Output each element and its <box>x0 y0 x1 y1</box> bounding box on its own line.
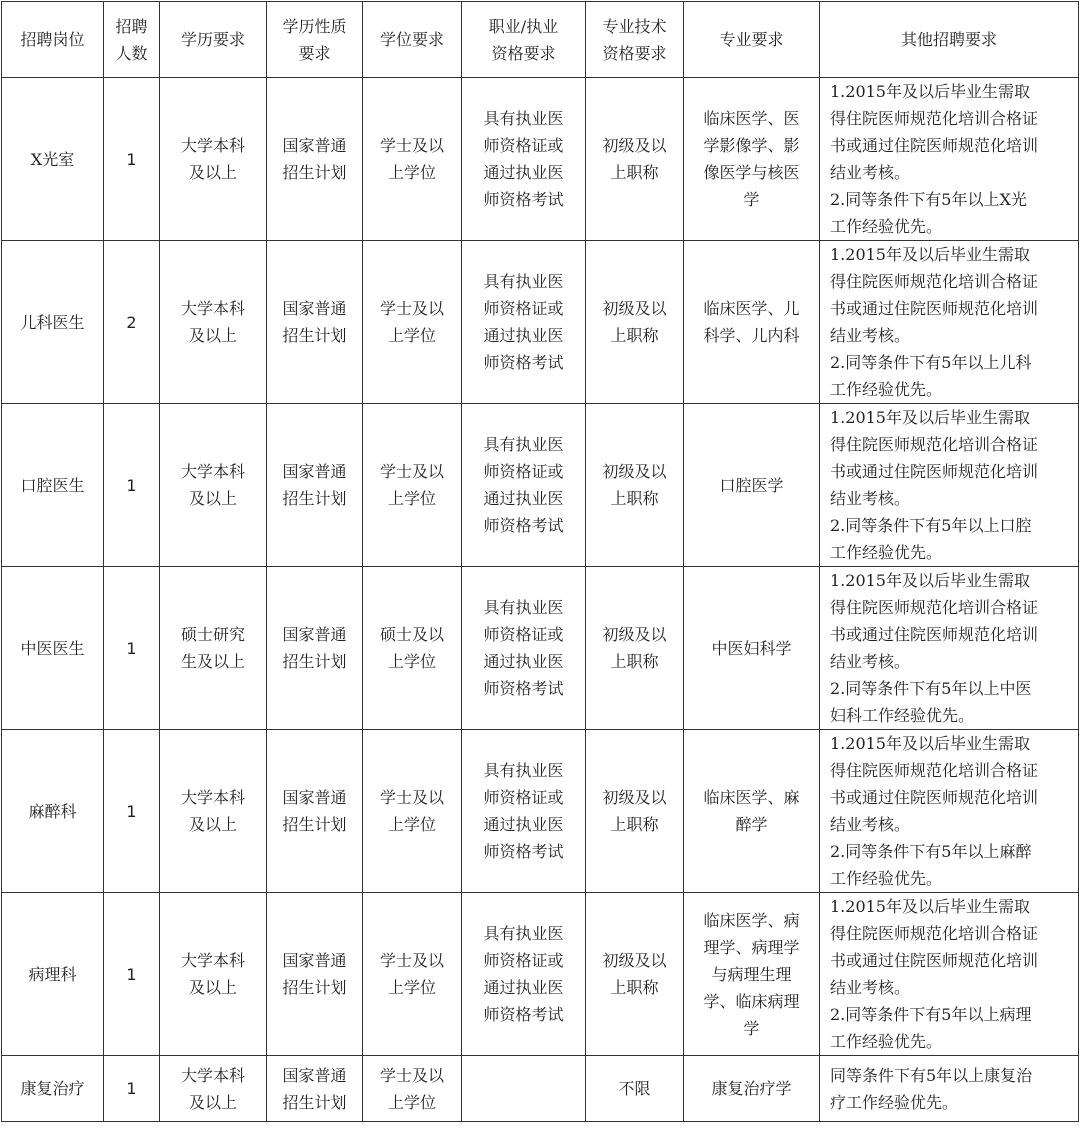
cell-other: 1.2015年及以后毕业生需取 得住院医师规范化培训合格证 书或通过住院医师规范化培训 结业考核。 2.同等条件下有5年以上X光 工作经验优先。 <box>820 78 1079 241</box>
cell-other: 1.2015年及以后毕业生需取 得住院医师规范化培训合格证 书或通过住院医师规范化培训 结业考核。 2.同等条件下有5年以上儿科 工作经验优先。 <box>820 241 1079 404</box>
cell-title: 不限 <box>586 1056 684 1122</box>
cell-qualification: 具有执业医 师资格证或 通过执业医 师资格考试 <box>462 78 586 241</box>
cell-degree: 硕士及以 上学位 <box>363 567 462 730</box>
cell-edu-type: 国家普通 招生计划 <box>267 241 363 404</box>
cell-major: 康复治疗学 <box>684 1056 820 1122</box>
table-row <box>2 567 1079 730</box>
cell-count: 1 <box>104 567 160 730</box>
header-position: 招聘岗位 <box>2 2 104 78</box>
cell-degree: 学士及以 上学位 <box>363 404 462 567</box>
cell-degree: 学士及以 上学位 <box>363 78 462 241</box>
cell-position: 麻醉科 <box>2 730 104 893</box>
header-major: 专业要求 <box>684 2 820 78</box>
header-row <box>2 2 1079 78</box>
cell-major: 临床医学、医 学影像学、影 像医学与核医 学 <box>684 78 820 241</box>
cell-count: 2 <box>104 241 160 404</box>
cell-education: 大学本科 及以上 <box>160 730 267 893</box>
cell-count: 1 <box>104 78 160 241</box>
cell-major: 临床医学、病 理学、病理学 与病理生理 学、临床病理 学 <box>684 893 820 1056</box>
cell-qualification: 具有执业医 师资格证或 通过执业医 师资格考试 <box>462 241 586 404</box>
cell-education: 大学本科 及以上 <box>160 1056 267 1122</box>
cell-other: 1.2015年及以后毕业生需取 得住院医师规范化培训合格证 书或通过住院医师规范化培训 结业考核。 2.同等条件下有5年以上麻醉 工作经验优先。 <box>820 730 1079 893</box>
cell-count: 1 <box>104 1056 160 1122</box>
cell-title: 初级及以 上职称 <box>586 567 684 730</box>
cell-qualification: 具有执业医 师资格证或 通过执业医 师资格考试 <box>462 567 586 730</box>
header-other: 其他招聘要求 <box>820 2 1079 78</box>
cell-education: 大学本科 及以上 <box>160 78 267 241</box>
cell-position: 口腔医生 <box>2 404 104 567</box>
cell-title: 初级及以 上职称 <box>586 78 684 241</box>
cell-edu-type: 国家普通 招生计划 <box>267 893 363 1056</box>
cell-qualification: 具有执业医 师资格证或 通过执业医 师资格考试 <box>462 893 586 1056</box>
cell-degree: 学士及以 上学位 <box>363 730 462 893</box>
cell-degree: 学士及以 上学位 <box>363 1056 462 1122</box>
cell-other: 1.2015年及以后毕业生需取 得住院医师规范化培训合格证 书或通过住院医师规范化培训 结业考核。 2.同等条件下有5年以上病理 工作经验优先。 <box>820 893 1079 1056</box>
cell-count: 1 <box>104 404 160 567</box>
cell-major: 中医妇科学 <box>684 567 820 730</box>
table-row <box>2 404 1079 567</box>
table-row <box>2 893 1079 1056</box>
cell-major: 临床医学、麻 醉学 <box>684 730 820 893</box>
table-body <box>2 78 1079 1122</box>
cell-edu-type: 国家普通 招生计划 <box>267 1056 363 1122</box>
cell-title: 初级及以 上职称 <box>586 893 684 1056</box>
cell-other: 1.2015年及以后毕业生需取 得住院医师规范化培训合格证 书或通过住院医师规范化培训 结业考核。 2.同等条件下有5年以上中医 妇科工作经验优先。 <box>820 567 1079 730</box>
table-row <box>2 730 1079 893</box>
cell-other: 同等条件下有5年以上康复治 疗工作经验优先。 <box>820 1056 1079 1122</box>
cell-edu-type: 国家普通 招生计划 <box>267 78 363 241</box>
cell-major: 临床医学、儿 科学、儿内科 <box>684 241 820 404</box>
header-edu-type: 学历性质 要求 <box>267 2 363 78</box>
cell-position: 病理科 <box>2 893 104 1056</box>
cell-qualification: 具有执业医 师资格证或 通过执业医 师资格考试 <box>462 730 586 893</box>
cell-position: 康复治疗 <box>2 1056 104 1122</box>
cell-position: 儿科医生 <box>2 241 104 404</box>
recruitment-table <box>1 1 1079 1122</box>
cell-title: 初级及以 上职称 <box>586 730 684 893</box>
cell-education: 大学本科 及以上 <box>160 241 267 404</box>
header-degree: 学位要求 <box>363 2 462 78</box>
cell-edu-type: 国家普通 招生计划 <box>267 567 363 730</box>
table-header <box>2 2 1079 78</box>
cell-position: X光室 <box>2 78 104 241</box>
cell-qualification <box>462 1056 586 1122</box>
cell-count: 1 <box>104 730 160 893</box>
cell-education: 硕士研究 生及以上 <box>160 567 267 730</box>
cell-position: 中医医生 <box>2 567 104 730</box>
cell-education: 大学本科 及以上 <box>160 893 267 1056</box>
header-qualification: 职业/执业 资格要求 <box>462 2 586 78</box>
cell-education: 大学本科 及以上 <box>160 404 267 567</box>
header-education: 学历要求 <box>160 2 267 78</box>
table-row <box>2 78 1079 241</box>
cell-degree: 学士及以 上学位 <box>363 893 462 1056</box>
cell-edu-type: 国家普通 招生计划 <box>267 404 363 567</box>
cell-qualification: 具有执业医 师资格证或 通过执业医 师资格考试 <box>462 404 586 567</box>
cell-title: 初级及以 上职称 <box>586 241 684 404</box>
cell-degree: 学士及以 上学位 <box>363 241 462 404</box>
cell-edu-type: 国家普通 招生计划 <box>267 730 363 893</box>
header-title: 专业技术 资格要求 <box>586 2 684 78</box>
cell-major: 口腔医学 <box>684 404 820 567</box>
table-row <box>2 1056 1079 1122</box>
table-row <box>2 241 1079 404</box>
cell-title: 初级及以 上职称 <box>586 404 684 567</box>
header-count: 招聘 人数 <box>104 2 160 78</box>
cell-count: 1 <box>104 893 160 1056</box>
cell-other: 1.2015年及以后毕业生需取 得住院医师规范化培训合格证 书或通过住院医师规范化培训 结业考核。 2.同等条件下有5年以上口腔 工作经验优先。 <box>820 404 1079 567</box>
